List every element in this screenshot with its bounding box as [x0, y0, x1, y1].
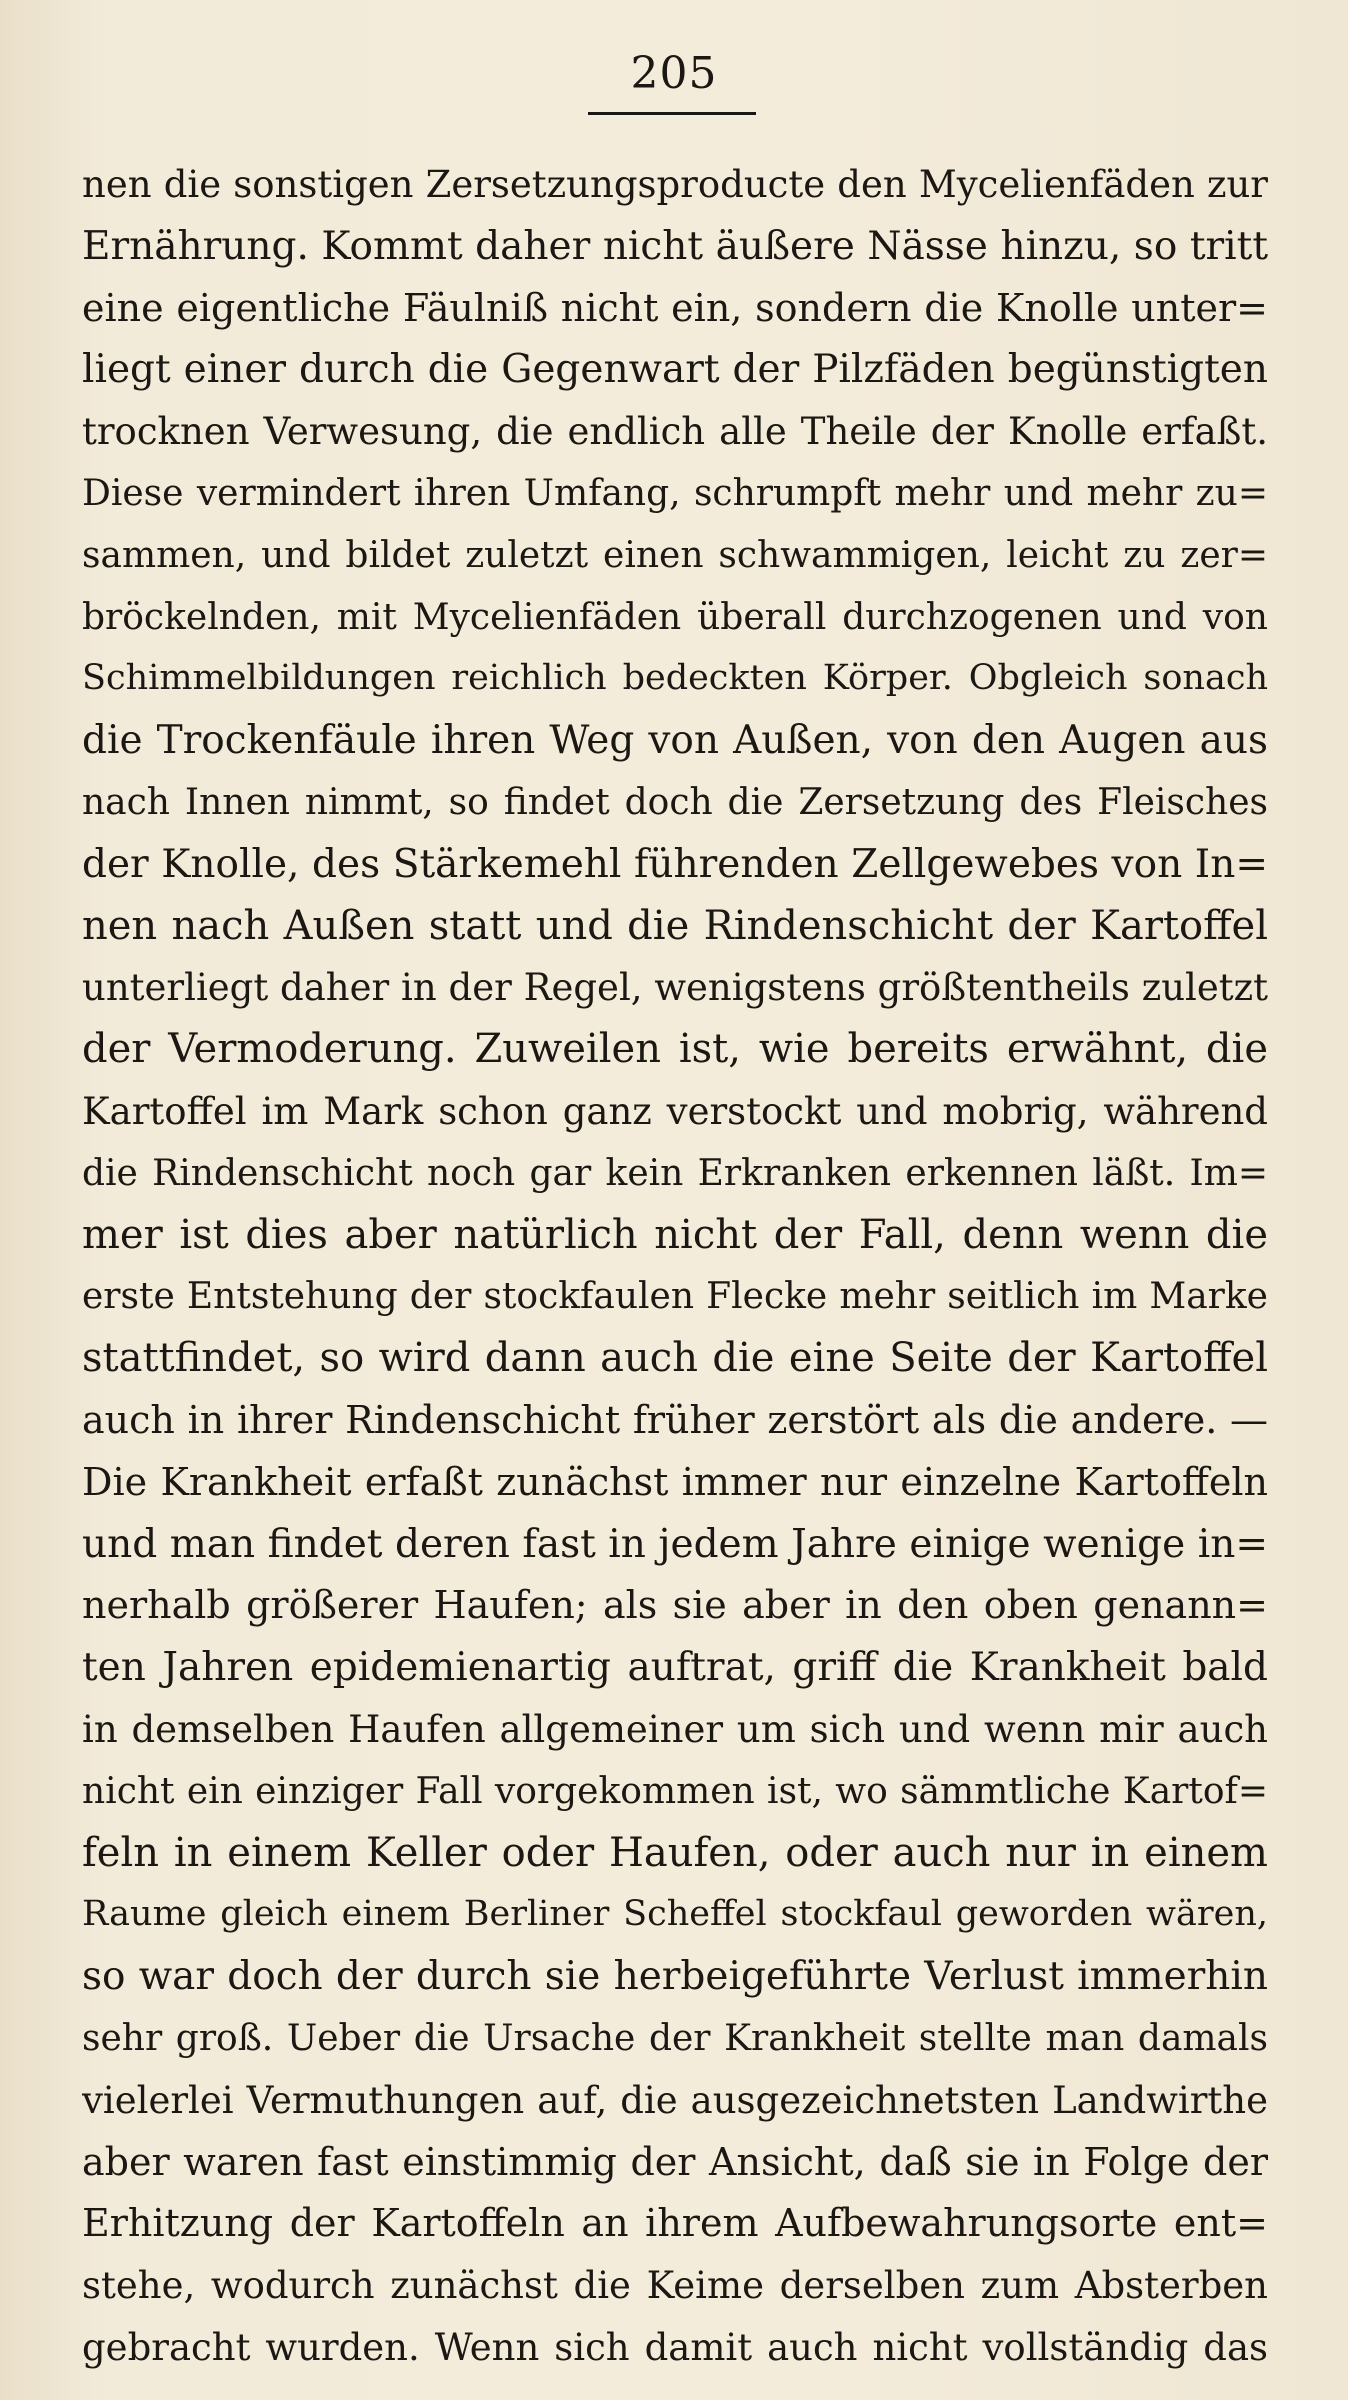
text-line: erste Entstehung der stockfaulen Flecke mehr seitlich im Marke	[82, 1276, 1268, 1318]
body-text	[82, 154, 1268, 2379]
text-line: nerhalb größerer Haufen; als sie aber in den oben genann=	[82, 1583, 1268, 1628]
text-line: Ernährung. Kommt daher nicht äußere Nässe hinzu, so tritt	[82, 223, 1268, 269]
text-line: nach Innen nimmt, so findet doch die Zersetzung des Fleisches	[82, 781, 1268, 823]
text-line: nen nach Außen statt und die Rindenschicht der Kartoffel	[82, 902, 1268, 949]
header-rule	[588, 112, 756, 115]
text-line: auch in ihrer Rindenschicht früher zerstört als die andere. —	[82, 1397, 1268, 1442]
text-line: Erhitzung der Kartoffeln an ihrem Aufbewahrungsorte ent=	[82, 2201, 1268, 2246]
text-line: trocknen Verwesung, die endlich alle Theile der Knolle erfaßt.	[82, 410, 1268, 454]
text-line: Die Krankheit erfaßt zunächst immer nur einzelne Kartoffeln	[82, 1459, 1268, 1504]
text-line: vielerlei Vermuthungen auf, die ausgezeichnetsten Landwirthe	[82, 2078, 1268, 2122]
text-line: sehr groß. Ueber die Ursache der Krankheit stellte man damals	[82, 2017, 1268, 2059]
text-line: der Vermoderung. Zuweilen ist, wie bereits erwähnt, die	[82, 1026, 1268, 1073]
text-line: und man findet deren fast in jedem Jahre einige wenige in=	[82, 1521, 1268, 1567]
text-line: mer ist dies aber natürlich nicht der Fall, denn wenn die	[82, 1211, 1268, 1258]
text-line: feln in einem Keller oder Haufen, oder auch nur in einem	[82, 1829, 1268, 1876]
text-line: die Rindenschicht noch gar kein Erkranken erkennen läßt. Im=	[82, 1152, 1268, 1194]
text-line: unterliegt daher in der Regel, wenigstens größtentheils zuletzt	[82, 966, 1268, 1010]
text-line: gebracht wurden. Wenn sich damit auch nicht vollständig das	[82, 2325, 1268, 2369]
text-line: aber waren fast einstimmig der Ansicht, daß sie in Folge der	[82, 2139, 1268, 2184]
text-line: der Knolle, des Stärkemehl führenden Zellgewebes von In=	[82, 841, 1268, 887]
text-line: Diese vermindert ihren Umfang, schrumpft mehr und mehr zu=	[82, 472, 1268, 514]
text-line: die Trockenfäule ihren Weg von Außen, von den Augen aus	[82, 718, 1268, 764]
text-line: eine eigentliche Fäulniß nicht ein, sondern die Knolle unter=	[82, 285, 1268, 330]
text-line: sammen, und bildet zuletzt einen schwammigen, leicht zu zer=	[82, 534, 1268, 576]
text-line: Raume gleich einem Berliner Scheffel stockfaul geworden wären,	[82, 1894, 1268, 1935]
page-number: 205	[630, 48, 718, 99]
text-line: Kartoffel im Mark schon ganz verstockt und mobrig, während	[82, 1089, 1268, 1133]
text-line: Schimmelbildungen reichlich bedeckten Körper. Obgleich sonach	[82, 658, 1268, 699]
text-line: nen die sonstigen Zersetzungsproducte den Mycelienfäden zur	[82, 163, 1268, 206]
text-line: so war doch der durch sie herbeigeführte Verlust immerhin	[82, 1954, 1268, 2000]
text-line: liegt einer durch die Gegenwart der Pilzfäden begünstigten	[82, 347, 1268, 393]
text-line: ten Jahren epidemienartig auftrat, griff die Krankheit bald	[82, 1645, 1268, 1691]
text-line: stehe, wodurch zunächst die Keime derselben zum Absterben	[82, 2264, 1268, 2308]
text-line: in demselben Haufen allgemeiner um sich und wenn mir auch	[82, 1707, 1268, 1751]
text-line: stattfindet, so wird dann auch die eine Seite der Kartoffel	[82, 1335, 1268, 1382]
text-line: bröckelnden, mit Mycelienfäden überall durchzogenen und von	[82, 596, 1268, 638]
text-line: nicht ein einziger Fall vorgekommen ist, wo sämmtliche Kartof=	[82, 1770, 1268, 1812]
